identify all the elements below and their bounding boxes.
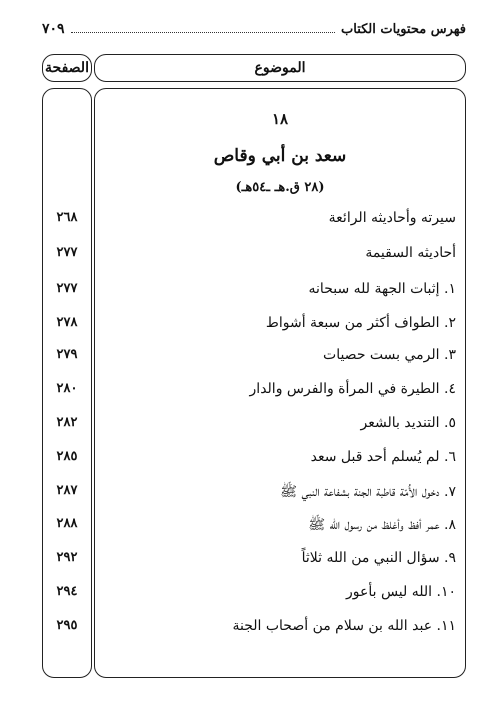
topic-column-header-label: الموضوع [254,60,306,76]
page-number: ٢٨٢ [56,415,78,430]
page-number: ٢٦٨ [56,210,78,225]
toc-entry: ٧. دخول الأُمّة قاطبة الجنة بشفاعة النبي ﷺ [280,484,456,500]
running-header-title: فهرس محتويات الكتاب [341,21,466,37]
page-number: ٢٨٧ [56,483,78,498]
toc-entry: ٤. الطيرة في المرأة والفرس والدار [249,381,456,397]
toc-entry: ١. إثبات الجهة لله سبحانه [308,281,456,297]
topic-column-header [94,54,466,82]
chapter-dates: (٢٨ ق.هـ ـ٥٤هـ) [235,180,325,195]
running-header [42,18,466,40]
page-number: ٢٧٧ [56,245,78,260]
page-number: ٢٧٩ [56,347,78,362]
toc-entry: ٨. عمر أفظ وأغلظ من رسول الله ﷺ [308,517,456,533]
page-number: ٢٩٥ [56,618,78,633]
toc-entry: ٩. سؤال النبي من الله ثلاثاً [301,550,456,566]
toc-entry: ١١. عبد الله بن سلام من أصحاب الجنة [232,618,456,634]
toc-entry: سيرته وأحاديثه الرائعة [328,210,456,226]
page-column-header-label: الصفحة [45,60,89,76]
toc-entry: ٢. الطواف أكثر من سبعة أشواط [265,315,456,331]
page-number: ٢٩٤ [56,584,78,599]
toc-entry: ٣. الرمي بست حصيات [323,347,456,363]
toc-entry: ١٠. الله ليس بأعور [346,584,456,600]
page-number: ٢٨٨ [56,516,78,531]
header-dotted-rule [71,32,335,33]
chapter-title: سعد بن أبي وقاص [213,146,347,166]
toc-entry: ٦. لم يُسلم أحد قبل سعد [310,449,456,465]
page-number: ٢٩٢ [56,550,78,565]
page-number: ٢٨٥ [56,449,78,464]
page-number: ٢٧٨ [56,315,78,330]
page-number: ٢٧٧ [56,281,78,296]
running-header-page-number: ٧٠٩ [42,21,65,37]
page-number: ٢٨٠ [56,381,78,396]
toc-entry: ٥. التنديد بالشعر [360,415,456,431]
toc-entry: أحاديثه السقيمة [365,245,456,261]
page-column-header [42,54,92,82]
chapter-number: ١٨ [271,110,289,128]
